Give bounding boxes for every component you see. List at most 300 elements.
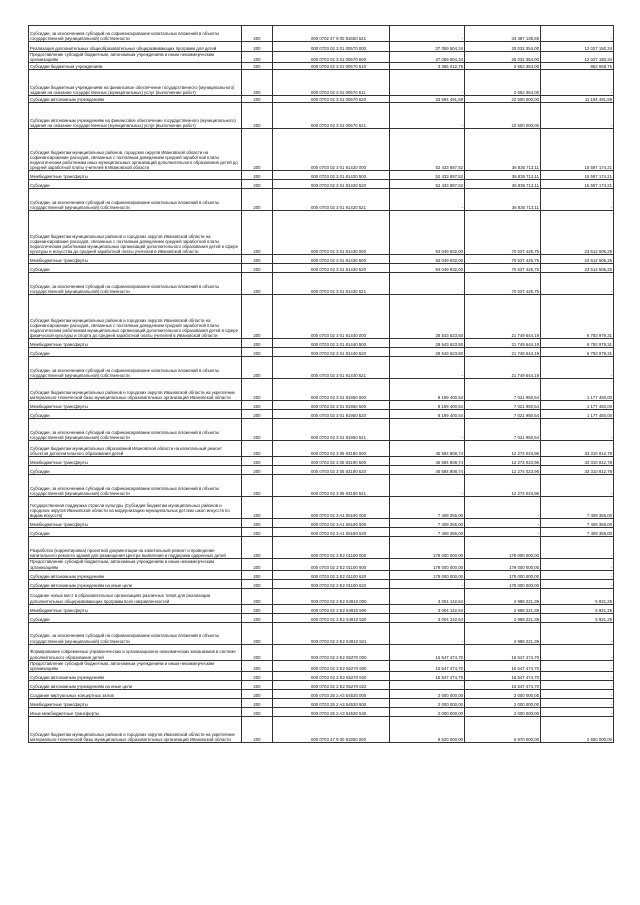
row-rest-cell: 33 310 812,78: [541, 457, 614, 466]
row-code-cell: 200: [242, 497, 273, 519]
row-fact-cell: 2 000 000,00: [465, 690, 541, 699]
row-plan-cell: 52 433 887,52: [390, 180, 465, 189]
row-rest-cell: -: [541, 475, 614, 497]
row-kbk-cell: 000 0703 02 3 01 00570 610: [273, 63, 390, 70]
row-kbk-cell: 000 0703 02 3 01 81440 520: [273, 348, 390, 357]
row-fact-cell: 36 836 713,11: [465, 129, 541, 171]
row-plan-cell: 15 547 474,70: [390, 660, 465, 671]
row-rest-cell: -: [541, 699, 614, 708]
row-name-cell: Субсидии бюджетным учреждениям: [29, 63, 242, 70]
row-code-cell: 200: [242, 475, 273, 497]
row-fact-cell: -: [465, 528, 541, 537]
row-rest-cell: -: [541, 357, 614, 379]
row-name-cell: Создание новых мест в образовательных организациях различных типов для реализации дополнительных общеразвивающих программ всех направленностей: [29, 588, 242, 604]
row-name-cell: Субсидия бюджетам муниципальных образований Ивановской области на капитальный ремонт объектов дополнительного образования детей: [29, 441, 242, 457]
row-name-cell: Субсидии: [29, 613, 242, 622]
row-name-cell: Предоставление субсидий бюджетным, автономным учреждениям и иным некоммерческим организациям: [29, 559, 242, 570]
row-code-cell: 200: [242, 528, 273, 537]
row-code-cell: 200: [242, 264, 273, 273]
table-row: [29, 295, 614, 339]
row-name-cell: Субсидии, за исключением субсидий на софинансирование капитальных вложений в объекты государственной (муниципальной) собственности: [29, 357, 242, 379]
row-kbk-cell: 000 0703 02 3 E2 01100 000: [273, 537, 390, 559]
table-body: [29, 26, 614, 743]
row-rest-cell: 1 177 450,00: [541, 410, 614, 419]
table-row: [29, 42, 614, 52]
row-kbk-cell: 000 0703 02 3 01 81430 520: [273, 264, 390, 273]
row-rest-cell: 6 793 979,31: [541, 339, 614, 348]
row-plan-cell: -: [390, 357, 465, 379]
row-fact-cell: 34 387 138,65: [465, 26, 541, 42]
row-fact-cell: 2 552 354,00: [465, 70, 541, 96]
row-name-cell: Формирование современных управленческих и организационно-экономических механизмов в системе дополнительного образования детей: [29, 644, 242, 660]
row-fact-cell: 12 274 023,96: [465, 441, 541, 457]
row-code-cell: 200: [242, 699, 273, 708]
row-name-cell: Субсидии, за исключением субсидий на софинансирование капитальных вложений в объекты государственной (муниципальной) собственности: [29, 622, 242, 644]
row-fact-cell: 15 547 474,70: [465, 660, 541, 671]
row-name-cell: Иные межбюджетные трансферты: [29, 708, 242, 717]
table-row: [29, 570, 614, 579]
row-plan-cell: -: [390, 189, 465, 211]
row-name-cell: Субсидия бюджетам муниципальных районов и городских округов Ивановской области на укрепление материально-технической базы муниципальных образовательных организаций Ивановской области: [29, 717, 242, 743]
table-row: [29, 644, 614, 660]
table-row: [29, 559, 614, 570]
row-rest-cell: 15 597 174,21: [541, 171, 614, 180]
row-kbk-cell: 000 0703 02 3 01 81420 500: [273, 171, 390, 180]
table-row: [29, 264, 614, 273]
row-fact-cell: 36 836 713,11: [465, 189, 541, 211]
row-fact-cell: -: [465, 519, 541, 528]
row-rest-cell: 11 194 491,59: [541, 96, 614, 103]
row-name-cell: Субсидии автономным учреждениям: [29, 570, 242, 579]
row-name-cell: Субсидии, за исключением субсидий на софинансирование капитальных вложений в объекты государственной (муниципальной) собственности: [29, 26, 242, 42]
row-rest-cell: -: [541, 559, 614, 570]
table-row: [29, 419, 614, 441]
row-plan-cell: -: [390, 622, 465, 644]
row-plan-cell: 94 049 932,00: [390, 211, 465, 255]
table-row: [29, 457, 614, 466]
row-rest-cell: 5 921,25: [541, 604, 614, 613]
row-plan-cell: -: [390, 103, 465, 129]
row-name-cell: Межбюджетные трансферты: [29, 171, 242, 180]
row-rest-cell: 2 550 000,00: [541, 717, 614, 743]
row-fact-cell: 179 000 000,00: [465, 579, 541, 588]
row-kbk-cell: 000 0703 02 3 E2 01100 622: [273, 579, 390, 588]
row-code-cell: 200: [242, 613, 273, 622]
row-plan-cell: 3 004 142,64: [390, 604, 465, 613]
table-row: [29, 63, 614, 70]
row-plan-cell: 28 543 623,50: [390, 295, 465, 339]
row-name-cell: Реализация дополнительных общеобразовательных общеразвивающих программ для детей: [29, 42, 242, 52]
row-fact-cell: 2 998 221,39: [465, 604, 541, 613]
row-fact-cell: 22 500 000,00: [465, 96, 541, 103]
row-code-cell: 200: [242, 63, 273, 70]
row-rest-cell: 852 658,75: [541, 63, 614, 70]
row-code-cell: 200: [242, 579, 273, 588]
row-plan-cell: 179 000 000,00: [390, 537, 465, 559]
row-name-cell: Субсидии, за исключением субсидий на софинансирование капитальных вложений в объекты государственной (муниципальной) собственности: [29, 273, 242, 295]
table-row: [29, 441, 614, 457]
row-plan-cell: 28 543 623,50: [390, 348, 465, 357]
row-name-cell: Субсидии: [29, 528, 242, 537]
row-kbk-cell: 000 0703 02 3 01 81430 000: [273, 211, 390, 255]
row-name-cell: Субсидии, за исключением субсидий на софинансирование капитальных вложений в объекты государственной (муниципальной) собственности: [29, 419, 242, 441]
row-code-cell: 200: [242, 42, 273, 52]
row-plan-cell: 37 059 504,34: [390, 52, 465, 63]
row-fact-cell: 36 836 713,11: [465, 171, 541, 180]
row-plan-cell: 2 000 000,00: [390, 708, 465, 717]
row-rest-cell: 23 512 506,25: [541, 211, 614, 255]
row-rest-cell: 6 793 979,31: [541, 348, 614, 357]
row-name-cell: Предоставление субсидий бюджетным, автономным учреждениям и иным некоммерческим организациям: [29, 52, 242, 63]
row-code-cell: 200: [242, 622, 273, 644]
row-kbk-cell: 000 0703 02 3 E2 54910 500: [273, 604, 390, 613]
row-kbk-cell: 000 0703 02 3 01 81420 520: [273, 180, 390, 189]
row-fact-cell: 21 749 644,19: [465, 339, 541, 348]
table-row: [29, 519, 614, 528]
table-row: [29, 579, 614, 588]
row-name-cell: Межбюджетные трансферты: [29, 339, 242, 348]
table-row: [29, 717, 614, 743]
row-rest-cell: -: [541, 419, 614, 441]
row-code-cell: 200: [242, 401, 273, 410]
row-fact-cell: 2 998 221,39: [465, 588, 541, 604]
row-rest-cell: 12 027 150,34: [541, 52, 614, 63]
row-kbk-cell: 000 0703 02 3 01 81950 520: [273, 410, 390, 419]
table-row: [29, 70, 614, 96]
row-code-cell: 200: [242, 604, 273, 613]
row-fact-cell: 179 000 000,00: [465, 559, 541, 570]
row-code-cell: 200: [242, 681, 273, 690]
row-fact-cell: 22 500 000,00: [465, 103, 541, 129]
table-row: [29, 528, 614, 537]
row-plan-cell: 15 547 474,70: [390, 644, 465, 660]
row-plan-cell: 3 004 142,64: [390, 588, 465, 604]
row-rest-cell: 15 597 174,21: [541, 180, 614, 189]
row-rest-cell: -: [541, 622, 614, 644]
row-code-cell: 200: [242, 690, 273, 699]
row-plan-cell: 2 000 000,00: [390, 699, 465, 708]
row-fact-cell: 7 021 950,54: [465, 419, 541, 441]
table-row: [29, 410, 614, 419]
table-row: [29, 622, 614, 644]
row-rest-cell: 33 310 812,78: [541, 441, 614, 457]
row-plan-cell: 179 000 000,00: [390, 559, 465, 570]
row-plan-cell: 7 409 355,00: [390, 497, 465, 519]
row-code-cell: 200: [242, 708, 273, 717]
row-name-cell: Предоставление субсидий бюджетным, автономным учреждениям и иным некоммерческим организациям: [29, 660, 242, 671]
row-kbk-cell: 000 0703 02 3 01 81420 000: [273, 129, 390, 171]
row-fact-cell: 36 836 713,11: [465, 180, 541, 189]
row-rest-cell: -: [541, 681, 614, 690]
row-kbk-cell: 000 0703 02 3 01 00570 600: [273, 52, 390, 63]
row-name-cell: Межбюджетные трансферты: [29, 457, 242, 466]
row-name-cell: Субсидии бюджетным учреждениям на финансовое обеспечение государственного (муниципального) задания на оказание государственных (муниципальных) услуг (выполнение работ): [29, 70, 242, 96]
row-fact-cell: 2 998 221,39: [465, 613, 541, 622]
row-plan-cell: 3 365 012,75: [390, 63, 465, 70]
row-code-cell: 200: [242, 559, 273, 570]
row-rest-cell: -: [541, 644, 614, 660]
row-rest-cell: -: [541, 660, 614, 671]
row-kbk-cell: 000 0703 02 3 A1 55190 000: [273, 497, 390, 519]
row-name-cell: Государственная поддержка отрасли культуры (Субсидия бюджетам муниципальных районов и городских округов Ивановской области на модернизацию муниципальных детских школ искусств по видам искусств): [29, 497, 242, 519]
row-code-cell: 200: [242, 295, 273, 339]
table-row: [29, 401, 614, 410]
row-fact-cell: 12 274 023,96: [465, 457, 541, 466]
table-row: [29, 699, 614, 708]
row-name-cell: Субсидии автономным учреждениям: [29, 672, 242, 681]
row-plan-cell: 94 049 932,00: [390, 264, 465, 273]
row-rest-cell: -: [541, 103, 614, 129]
row-rest-cell: -: [541, 26, 614, 42]
row-fact-cell: 70 537 425,75: [465, 264, 541, 273]
row-kbk-cell: 000 0703 02 3 E2 01100 620: [273, 570, 390, 579]
row-fact-cell: 2 552 354,00: [465, 63, 541, 70]
row-plan-cell: -: [390, 681, 465, 690]
row-fact-cell: 7 021 950,54: [465, 401, 541, 410]
row-plan-cell: 45 584 808,74: [390, 441, 465, 457]
row-kbk-cell: 000 0703 02 3 01 00570 621: [273, 103, 390, 129]
table-row: [29, 466, 614, 475]
row-plan-cell: 52 433 887,52: [390, 171, 465, 180]
row-rest-cell: 23 512 506,25: [541, 264, 614, 273]
row-code-cell: 200: [242, 211, 273, 255]
row-rest-cell: 1 177 450,00: [541, 379, 614, 401]
row-name-cell: Субсидия бюджетам муниципальных районов и городских округов Ивановской области на укрепление материально-технической базы муниципальных образовательных организаций Ивановской области: [29, 379, 242, 401]
row-code-cell: 200: [242, 255, 273, 264]
row-plan-cell: -: [390, 579, 465, 588]
table-row: [29, 171, 614, 180]
row-fact-cell: 15 547 474,70: [465, 681, 541, 690]
table-row: [29, 604, 614, 613]
row-rest-cell: 5 921,25: [541, 588, 614, 604]
row-code-cell: 200: [242, 339, 273, 348]
row-plan-cell: 8 199 400,54: [390, 379, 465, 401]
table-row: [29, 379, 614, 401]
row-fact-cell: 179 000 000,00: [465, 537, 541, 559]
row-name-cell: Межбюджетные трансферты: [29, 401, 242, 410]
row-name-cell: Субсидии автономным учреждениям: [29, 96, 242, 103]
row-fact-cell: 70 537 425,75: [465, 211, 541, 255]
row-code-cell: 200: [242, 357, 273, 379]
row-plan-cell: 9 520 000,00: [390, 717, 465, 743]
row-fact-cell: 179 000 000,00: [465, 570, 541, 579]
row-rest-cell: 1 177 450,00: [541, 401, 614, 410]
row-name-cell: Субсидии: [29, 180, 242, 189]
row-kbk-cell: 000 0703 02 3 05 83190 520: [273, 466, 390, 475]
row-rest-cell: 7 409 355,00: [541, 497, 614, 519]
table-row: [29, 189, 614, 211]
row-plan-cell: -: [390, 475, 465, 497]
row-code-cell: 200: [242, 441, 273, 457]
row-code-cell: 200: [242, 410, 273, 419]
row-rest-cell: 7 409 355,00: [541, 519, 614, 528]
table-row: [29, 681, 614, 690]
row-kbk-cell: 000 0703 02 3 E2 55270 000: [273, 644, 390, 660]
row-kbk-cell: 000 0703 02 3 01 00570 611: [273, 70, 390, 96]
row-code-cell: 200: [242, 672, 273, 681]
table-row: [29, 348, 614, 357]
row-kbk-cell: 000 0703 02 3 01 81430 521: [273, 273, 390, 295]
row-plan-cell: 33 694 491,59: [390, 96, 465, 103]
row-code-cell: 200: [242, 273, 273, 295]
table-row: [29, 273, 614, 295]
row-fact-cell: 25 032 354,00: [465, 52, 541, 63]
row-fact-cell: 15 547 474,70: [465, 644, 541, 660]
row-name-cell: Межбюджетные трансферты: [29, 519, 242, 528]
row-code-cell: 200: [242, 180, 273, 189]
row-kbk-cell: 000 0703 02 3 01 81430 500: [273, 255, 390, 264]
report-sheet: [28, 25, 613, 743]
row-code-cell: 200: [242, 570, 273, 579]
row-fact-cell: 15 547 474,70: [465, 672, 541, 681]
row-code-cell: 200: [242, 52, 273, 63]
row-name-cell: Субсидии: [29, 348, 242, 357]
row-kbk-cell: 000 0703 02 3 01 81420 521: [273, 189, 390, 211]
row-name-cell: Субсидия бюджетам муниципальных районов и городских округов Ивановской области на софинансирование расходов, связанных с поэтапным доведением средней заработной платы педагогическим работникам муниципальных организаций дополнительного образования детей в сфере культуры и искусства до средней заработной платы учителей в Ивановской области: [29, 211, 242, 255]
row-fact-cell: 6 970 000,00: [465, 717, 541, 743]
row-plan-cell: 28 543 623,50: [390, 339, 465, 348]
row-code-cell: 200: [242, 717, 273, 743]
row-name-cell: Субсидии автономным учреждениям на иные цели: [29, 579, 242, 588]
row-kbk-cell: 000 0703 02 3 E2 54910 520: [273, 613, 390, 622]
table-row: [29, 475, 614, 497]
row-kbk-cell: 000 0703 25 2 A3 54530 540: [273, 708, 390, 717]
row-plan-cell: 2 000 000,00: [390, 690, 465, 699]
table-row: [29, 339, 614, 348]
row-name-cell: Субсидии, за исключением субсидий на софинансирование капитальных вложений в объекты государственной (муниципальной) собственности: [29, 189, 242, 211]
table-row: [29, 660, 614, 671]
row-code-cell: 200: [242, 129, 273, 171]
table-row: [29, 588, 614, 604]
row-kbk-cell: 000 0703 02 3 E2 54910 000: [273, 588, 390, 604]
row-fact-cell: 12 274 023,96: [465, 466, 541, 475]
row-rest-cell: 33 310 812,78: [541, 466, 614, 475]
row-rest-cell: -: [541, 70, 614, 96]
row-code-cell: 200: [242, 348, 273, 357]
row-plan-cell: 15 547 474,70: [390, 672, 465, 681]
row-fact-cell: 2 000 000,00: [465, 708, 541, 717]
row-name-cell: Субсидии: [29, 264, 242, 273]
row-kbk-cell: 000 0703 02 3 01 00570 000: [273, 42, 390, 52]
row-plan-cell: -: [390, 419, 465, 441]
row-fact-cell: 2 000 000,00: [465, 699, 541, 708]
row-code-cell: 200: [242, 379, 273, 401]
row-plan-cell: 45 584 808,74: [390, 466, 465, 475]
row-plan-cell: 37 059 504,34: [390, 42, 465, 52]
row-rest-cell: -: [541, 273, 614, 295]
row-code-cell: 200: [242, 103, 273, 129]
row-fact-cell: 7 021 950,54: [465, 379, 541, 401]
row-rest-cell: 7 409 355,00: [541, 528, 614, 537]
row-code-cell: 200: [242, 660, 273, 671]
row-code-cell: 200: [242, 466, 273, 475]
row-kbk-cell: 000 0703 02 3 01 81950 521: [273, 419, 390, 441]
row-kbk-cell: 000 0703 02 3 05 83190 521: [273, 475, 390, 497]
row-fact-cell: 2 998 221,39: [465, 622, 541, 644]
row-rest-cell: 12 027 150,34: [541, 42, 614, 52]
row-rest-cell: -: [541, 690, 614, 699]
row-kbk-cell: 000 0703 47 9 00 81950 000: [273, 717, 390, 743]
row-code-cell: 200: [242, 537, 273, 559]
row-kbk-cell: 000 0703 02 3 01 81440 000: [273, 295, 390, 339]
row-fact-cell: 70 537 425,75: [465, 273, 541, 295]
row-name-cell: Межбюджетные трансферты: [29, 699, 242, 708]
row-plan-cell: -: [390, 70, 465, 96]
row-code-cell: 200: [242, 189, 273, 211]
row-name-cell: Субсидии автономным учреждениям на иные цели: [29, 681, 242, 690]
row-fact-cell: 7 021 950,54: [465, 410, 541, 419]
row-name-cell: Субсидии автономным учреждениям на финансовое обеспечение государственного (муниципального) задания на оказание государственных (муниципальных) услуг (выполнение работ): [29, 103, 242, 129]
row-name-cell: Создание виртуальных концертных залов: [29, 690, 242, 699]
row-code-cell: 200: [242, 96, 273, 103]
table-row: [29, 103, 614, 129]
row-fact-cell: 25 032 354,00: [465, 42, 541, 52]
row-rest-cell: -: [541, 708, 614, 717]
row-kbk-cell: 000 0703 02 3 E2 55270 620: [273, 672, 390, 681]
row-code-cell: 200: [242, 588, 273, 604]
row-plan-cell: 8 199 400,54: [390, 410, 465, 419]
row-kbk-cell: 000 0703 02 3 05 83190 500: [273, 457, 390, 466]
row-code-cell: 200: [242, 26, 273, 42]
table-row: [29, 613, 614, 622]
row-rest-cell: -: [541, 570, 614, 579]
row-name-cell: Разработка (корректировка) проектной документации на капитальный ремонт и проведение капитального ремонта зданий для размещения Центра выявления и поддержки одаренных детей: [29, 537, 242, 559]
row-plan-cell: 3 004 142,64: [390, 613, 465, 622]
row-kbk-cell: 000 0703 25 2 A3 54530 500: [273, 699, 390, 708]
row-plan-cell: 52 433 887,52: [390, 129, 465, 171]
row-plan-cell: -: [390, 273, 465, 295]
row-kbk-cell: 000 0703 02 3 01 81950 000: [273, 379, 390, 401]
table-row: [29, 52, 614, 63]
row-plan-cell: 45 584 808,74: [390, 457, 465, 466]
row-plan-cell: 7 409 355,00: [390, 519, 465, 528]
row-name-cell: Межбюджетные трансферты: [29, 255, 242, 264]
table-row: [29, 26, 614, 42]
row-kbk-cell: 000 0703 02 3 01 81440 500: [273, 339, 390, 348]
row-kbk-cell: 000 0703 02 3 A1 55190 500: [273, 519, 390, 528]
table-row: [29, 255, 614, 264]
row-code-cell: 200: [242, 644, 273, 660]
table-row: [29, 129, 614, 171]
row-kbk-cell: 000 0703 02 3 E2 55270 622: [273, 681, 390, 690]
table-row: [29, 180, 614, 189]
row-name-cell: Субсидии: [29, 466, 242, 475]
row-code-cell: 200: [242, 457, 273, 466]
row-rest-cell: 23 512 506,25: [541, 255, 614, 264]
row-kbk-cell: 000 0703 25 2 A3 54530 000: [273, 690, 390, 699]
row-kbk-cell: 000 0703 02 3 E2 54910 521: [273, 622, 390, 644]
row-rest-cell: 5 921,25: [541, 613, 614, 622]
row-name-cell: Субсидия бюджетам муниципальных районов, городских округов Ивановской области на софинансирование расходов, связанных с поэтапным доведением средней заработной платы педагогическим работникам иных муниципальных организаций дополнительного образования детей до средней заработной платы учителей в Ивановской области: [29, 129, 242, 171]
row-rest-cell: 6 793 979,31: [541, 295, 614, 339]
row-code-cell: 200: [242, 419, 273, 441]
row-rest-cell: -: [541, 672, 614, 681]
table-row: [29, 96, 614, 103]
row-name-cell: Межбюджетные трансферты: [29, 604, 242, 613]
row-code-cell: 200: [242, 70, 273, 96]
row-kbk-cell: 000 0703 02 3 A1 55190 520: [273, 528, 390, 537]
row-kbk-cell: 000 0703 02 3 01 81950 500: [273, 401, 390, 410]
table-row: [29, 211, 614, 255]
budget-execution-table: [28, 25, 614, 743]
row-plan-cell: 94 049 932,00: [390, 255, 465, 264]
row-fact-cell: -: [465, 497, 541, 519]
row-plan-cell: 7 409 355,00: [390, 528, 465, 537]
table-row: [29, 357, 614, 379]
table-row: [29, 537, 614, 559]
row-rest-cell: -: [541, 537, 614, 559]
row-plan-cell: 179 000 000,00: [390, 570, 465, 579]
